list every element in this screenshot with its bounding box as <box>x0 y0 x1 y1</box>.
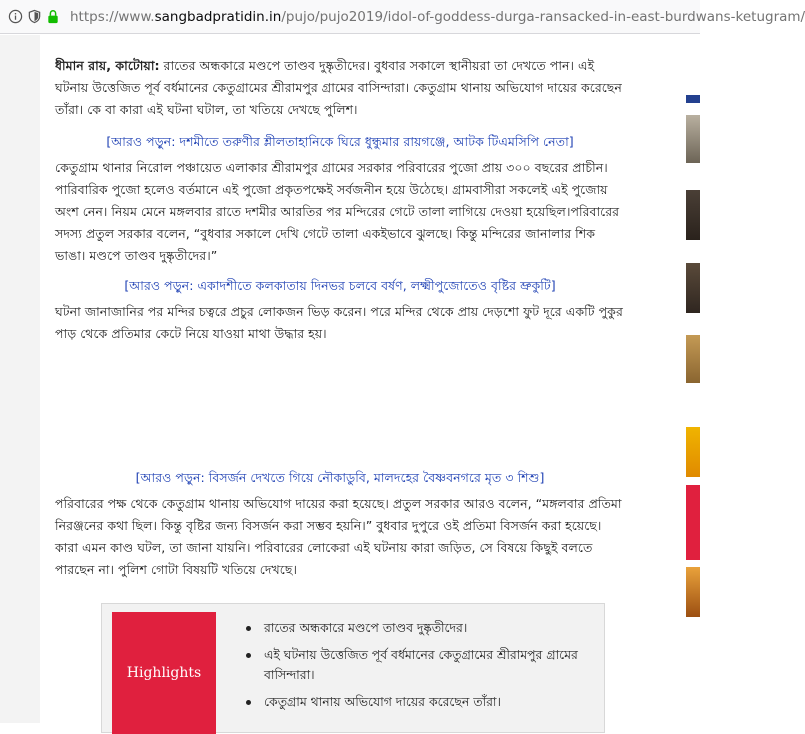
bullet-icon <box>246 626 251 631</box>
sidebar-thumb-8[interactable] <box>686 567 700 617</box>
highlight-item: কেতুগ্রাম থানায় অভিযোগ দায়ের করেছেন তাঁরা। <box>254 692 594 712</box>
sidebar-thumb-2[interactable] <box>686 115 700 163</box>
highlights-list <box>254 618 594 719</box>
paragraph-2: কেতুগ্রাম থানার নিরোল পঞ্চায়েত এলাকার শ্রীরামপুর গ্রামের সরকার পরিবারের পুজো প্রায় ৩০০ বছরের প্রাচীন। পারিবারিক পুজো হলেও বর্তমানে এই পুজো প্রকৃতপক্ষেই সর্বজনীন হয়ে উঠেছে। গ্রামবাসীরা সকলেই এই পুজোয় অংশ নেন। নিয়ম মেনে মঙ্গলবার রাতে দশমীর আরতির পর মন্দিরের গেটে তালা লাগিয়ে দেওয়া হয়েছিল।পরিবারের সদস্য প্রতুল সরকার বলেন, “বুধবার সকালে দেখি গেটে তালা একইভাবে ঝুলছে। কিন্তু মন্দিরের জানালার শিক ভাঙা। মণ্ডপে তাণ্ডব দুষ্কৃতীদের।” <box>55 160 620 263</box>
url-path: /pujo/pujo2019/idol-of-goddess-durga-ransacked-in-east-burdwans-ketugram/ <box>281 8 805 25</box>
bullet-icon <box>246 653 251 658</box>
highlight-item: রাতের অন্ধকারে মণ্ডপে তাণ্ডব দুষ্কৃতীদের। <box>254 618 594 638</box>
highlights-label: Highlights <box>112 612 216 734</box>
left-margin <box>0 35 40 723</box>
sidebar-thumb-3[interactable] <box>686 190 700 240</box>
highlight-item: এই ঘটনায় উত্তেজিত পূর্ব বর্ধমানের কেতুগ্রামের শ্রীরামপুর গ্রামের বাসিন্দারা। <box>254 645 594 685</box>
read-more-link-3[interactable]: [আরও পড়ুন: বিসর্জন দেখতে গিয়ে নৌকাডুবি, মালদহের বৈষ্ণবনগরে মৃত ৩ শিশু] <box>135 470 545 485</box>
sidebar-thumb-7[interactable] <box>686 485 700 560</box>
sidebar-thumb-5[interactable] <box>686 335 700 383</box>
byline: ধীমান রায়, কাটোয়া: <box>55 58 160 73</box>
read-more-link-2[interactable]: [আরও পড়ুন: একাদশীতে কলকাতায় দিনভর চলবে বর্ষণ, লক্ষ্মীপুজোতেও বৃষ্টির ভ্রুকুটি] <box>124 278 556 293</box>
paragraph-4: পরিবারের পক্ষ থেকে কেতুগ্রাম থানায় অভিযোগ দায়ের করা হয়েছে। প্রতুল সরকার আরও বলেন, “মঙ্গলবার প্রতিমা নিরঞ্জনের কথা ছিল। কিন্তু বৃষ্টির জন্য বিসর্জন করা সম্ভব হয়নি।” বুধবার দুপুরে ওই প্রতিমা বিসর্জন করা হয়েছে। কারা এমন কাণ্ড ঘটল, তা জানা যায়নি। পরিবারের লোকেরা এই ঘটনায় কারা জড়িত, সে বিষয়ে কিছুই বলতে পারছেন না। পুলিশ গোটা বিষয়টি খতিয়ে দেখছে। <box>55 496 622 577</box>
sidebar-thumb-4[interactable] <box>686 263 700 313</box>
read-more-link-1[interactable]: [আরও পড়ুন: দশমীতে তরুণীর শ্লীলতাহানিকে ঘিরে ধুন্ধুমার রায়গঞ্জে, আটক টিএমসিপি নেতা] <box>106 134 574 149</box>
tracking-shield-icon[interactable] <box>27 8 42 26</box>
url-text[interactable]: https://www.sangbadpratidin.in/pujo/pujo2019/idol-of-goddess-durga-ransacked-in-east-burdwans-ketugram/ <box>70 8 805 25</box>
paragraph-3: ঘটনা জানাজানির পর মন্দির চত্বরে প্রচুর লোকজন ভিড় করেন। পরে মন্দির থেকে প্রায় দেড়শো ফুট দূরে একটি পুকুর পাড় থেকে প্রতিমার কেটে নিয়ে যাওয়া মাথা উদ্ধার হয়। <box>55 304 623 341</box>
right-sidebar <box>686 35 700 723</box>
sidebar-thumb-1[interactable] <box>686 95 700 103</box>
url-host: sangbadpratidin.in <box>154 8 282 25</box>
address-bar[interactable] <box>0 0 805 34</box>
paragraph-1: ধীমান রায়, কাটোয়া: রাতের অন্ধকারে মণ্ডপে তাণ্ডব দুষ্কৃতীদের। বুধবার সকালে স্থানীয়রা তা দেখতে পান। এই ঘটনায় উত্তেজিত পূর্ব বর্ধমানের কেতুগ্রামের শ্রীরামপুর গ্রামের বাসিন্দারা। কেতুগ্রাম থানায় অভিযোগ দায়ের করেছেন তাঁরা। কে বা কারা এই ঘটনা ঘটাল, তা খতিয়ে দেখছে পুলিশ। <box>55 58 622 117</box>
bullet-icon <box>246 700 251 705</box>
article-body <box>55 35 625 723</box>
info-icon[interactable] <box>8 8 23 26</box>
lock-icon[interactable] <box>46 8 60 26</box>
highlights-box <box>101 603 605 733</box>
sidebar-thumb-6[interactable] <box>686 427 700 477</box>
